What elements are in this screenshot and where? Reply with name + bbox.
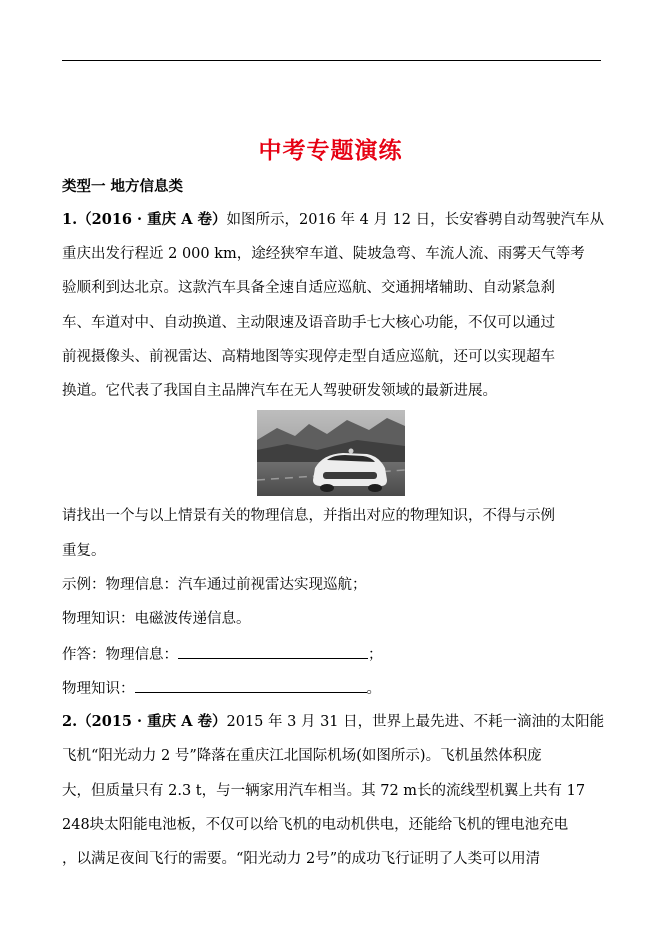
q1-answer-info-end: ； bbox=[368, 647, 383, 663]
q1-number: 1. bbox=[62, 211, 78, 228]
q2-line-3: 大，但质量只有 2.3 t，与一辆家用汽车相当。其 72 m长的流线型机翼上共有 17 bbox=[62, 783, 586, 799]
q2-line-1 bbox=[62, 712, 622, 732]
q1-answer-knowledge-row bbox=[62, 678, 622, 699]
q2-line-2: 飞机“阳光动力 2 号”降落在重庆江北国际机场(如图所示)。飞机虽然体积庞 bbox=[62, 748, 542, 764]
q1-answer-knowledge-blank[interactable] bbox=[135, 678, 367, 693]
top-rule bbox=[62, 60, 601, 61]
q1-answer-info-blank[interactable] bbox=[178, 644, 368, 659]
q1-answer-info-label: 作答：物理信息： bbox=[62, 647, 178, 663]
q2-text-1: 2015 年 3 月 31 日，世界上最先进、不耗一滴油的太阳能 bbox=[226, 714, 605, 730]
q1-text-1: 如图所示，2016 年 4 月 12 日，长安睿骋自动驾驶汽车从 bbox=[226, 212, 605, 228]
q2-line-5: ，以满足夜间飞行的需要。“阳光动力 2号”的成功飞行证明了人类可以用清 bbox=[62, 851, 541, 867]
q2-number: 2. bbox=[62, 713, 78, 730]
q1-line-4: 车、车道对中、自动换道、主动限速及语音助手七大核心功能，不仅可以通过 bbox=[62, 315, 555, 331]
q1-line-5: 前视摄像头、前视雷达、高精地图等实现停走型自适应巡航，还可以实现超车 bbox=[62, 349, 555, 365]
page-title: 中考专题演练 bbox=[258, 137, 403, 164]
self-driving-car-photo bbox=[257, 410, 405, 496]
q1-answer-info-row bbox=[62, 644, 622, 665]
q1-answer-knowledge-end: 。 bbox=[366, 681, 381, 697]
q1-line-6: 换道。它代表了我国自主品牌汽车在无人驾驶研发领域的最新进展。 bbox=[62, 383, 497, 399]
q1-line-2: 重庆出发行程近 2 000 km，途经狭窄车道、陡坡急弯、车流人流、雨雾天气等考 bbox=[62, 246, 585, 262]
section-heading: 类型一 地方信息类 bbox=[62, 178, 184, 195]
q2-source: （2015 · 重庆 A 卷） bbox=[77, 713, 227, 730]
q2-line-4: 248块太阳能电池板，不仅可以给飞机的电动机供电，还能给飞机的锂电池充电 bbox=[62, 817, 569, 833]
q1-answer-knowledge-label: 物理知识： bbox=[62, 681, 135, 697]
q1-line-3: 验顺利到达北京。这款汽车具备全速自适应巡航、交通拥堵辅助、自动紧急刹 bbox=[62, 280, 555, 296]
q1-line-1 bbox=[62, 210, 622, 230]
q1-source: （2016 · 重庆 A 卷） bbox=[77, 211, 227, 228]
q1-example-knowledge: 物理知识：电磁波传递信息。 bbox=[62, 611, 251, 627]
q1-prompt-line-2: 重复。 bbox=[62, 543, 106, 559]
q1-prompt-line-1: 请找出一个与以上情景有关的物理信息，并指出对应的物理知识，不得与示例 bbox=[62, 508, 555, 524]
q1-example-info: 示例：物理信息：汽车通过前视雷达实现巡航； bbox=[62, 577, 367, 593]
